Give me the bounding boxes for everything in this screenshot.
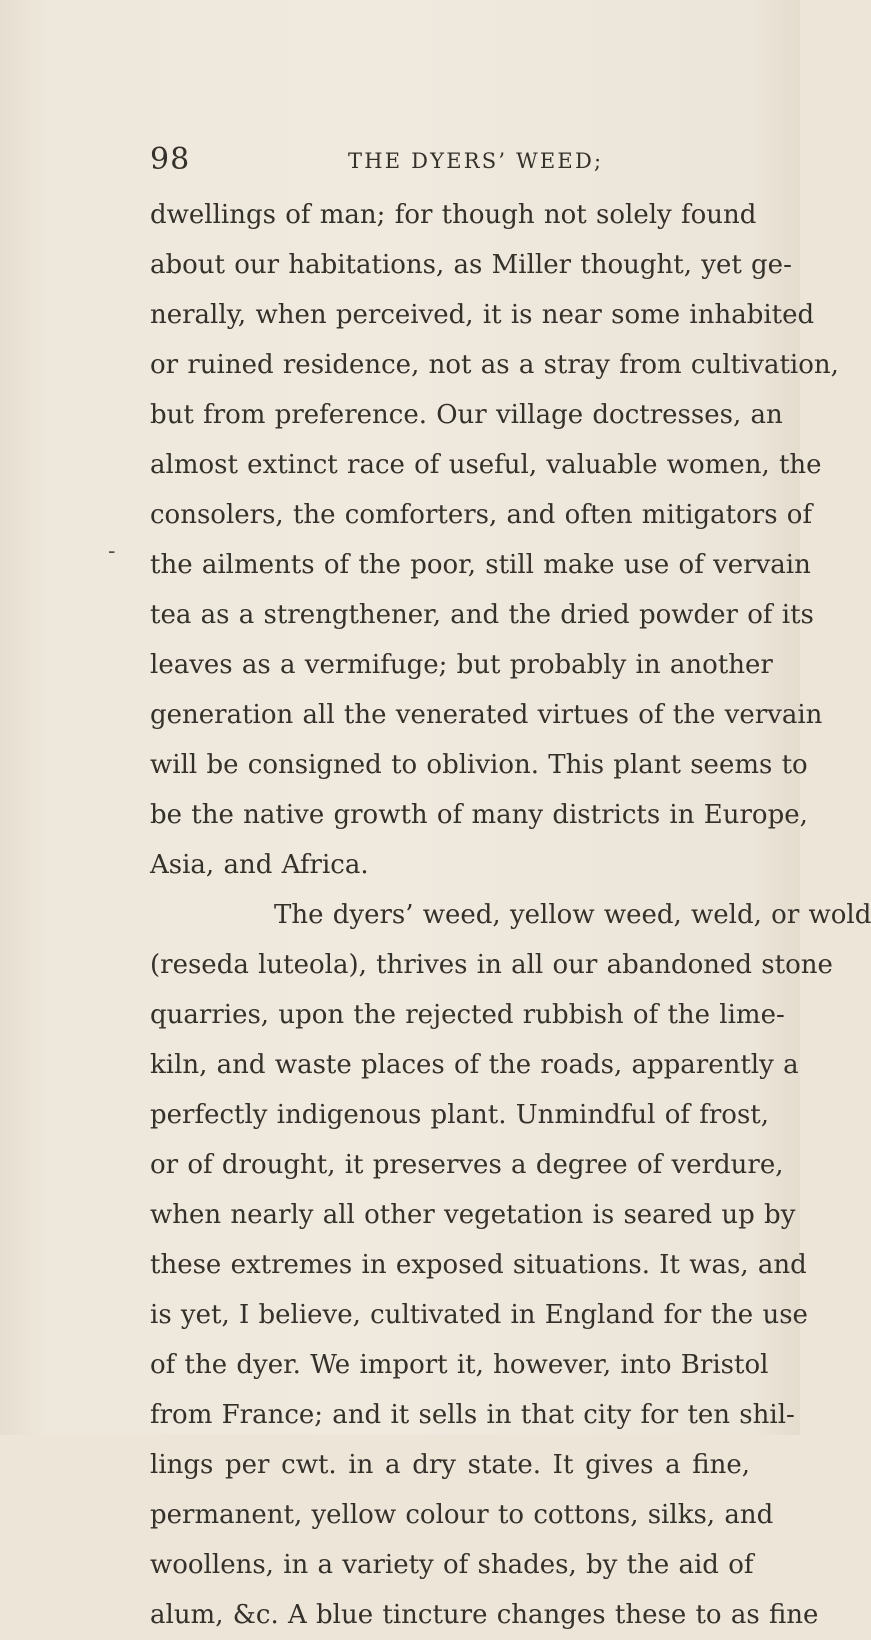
text-line: or of drought, it preserves a degree of verdure, — [150, 1150, 784, 1180]
page-header — [150, 142, 750, 182]
text-line: kiln, and waste places of the roads, apparently a — [150, 1050, 799, 1080]
margin-mark: - — [108, 539, 116, 564]
text-line: about our habitations, as Miller thought, yet ge- — [150, 250, 792, 280]
text-line: quarries, upon the rejected rubbish of the lime- — [150, 1000, 785, 1030]
text-line: nerally, when perceived, it is near some inhabited — [150, 300, 815, 330]
text-line: these extremes in exposed situations. It was, and — [150, 1250, 807, 1280]
text-line: generation all the venerated virtues of the vervain — [150, 700, 823, 730]
text-line: but from preference. Our village doctresses, an — [150, 400, 783, 430]
text-line: be the native growth of many districts in Europe, — [150, 800, 808, 830]
text-line: woollens, in a variety of shades, by the aid of — [150, 1550, 754, 1580]
body-text — [150, 190, 871, 1640]
text-line: alum, &c. A blue tincture changes these to as fine — [150, 1600, 819, 1630]
text-line: when nearly all other vegetation is seared up by — [150, 1200, 796, 1230]
text-line: from France; and it sells in that city for ten shil- — [150, 1400, 795, 1430]
text-line: lings per cwt. in a dry state. It gives a fine, — [150, 1450, 750, 1480]
text-line: will be consigned to oblivion. This plant seems to — [150, 750, 808, 780]
text-line: consolers, the comforters, and often mitigators of — [150, 500, 813, 530]
text-line: perfectly indigenous plant. Unmindful of frost, — [150, 1100, 769, 1130]
text-line: permanent, yellow colour to cottons, silks, and — [150, 1500, 774, 1530]
page-number: 98 — [150, 142, 191, 177]
text-line: the ailments of the poor, still make use of vervain — [150, 550, 811, 580]
running-head: THE DYERS’ WEED; — [348, 149, 604, 173]
text-line: tea as a strengthener, and the dried powder of its — [150, 600, 814, 630]
text-line: dwellings of man; for though not solely found — [150, 200, 757, 230]
paragraph-end-line: Asia, and Africa. — [150, 850, 369, 880]
text-line: or ruined residence, not as a stray from cultivation, — [150, 350, 839, 380]
text-line: is yet, I believe, cultivated in England for the use — [150, 1300, 808, 1330]
text-line: (reseda luteola), thrives in all our abandoned stone — [150, 950, 833, 980]
paragraph-start-line: The dyers’ weed, yellow weed, weld, or wold — [274, 900, 871, 930]
text-line: of the dyer. We import it, however, into Bristol — [150, 1350, 769, 1380]
text-line: almost extinct race of useful, valuable women, the — [150, 450, 822, 480]
text-line: leaves as a vermifuge; but probably in another — [150, 650, 773, 680]
